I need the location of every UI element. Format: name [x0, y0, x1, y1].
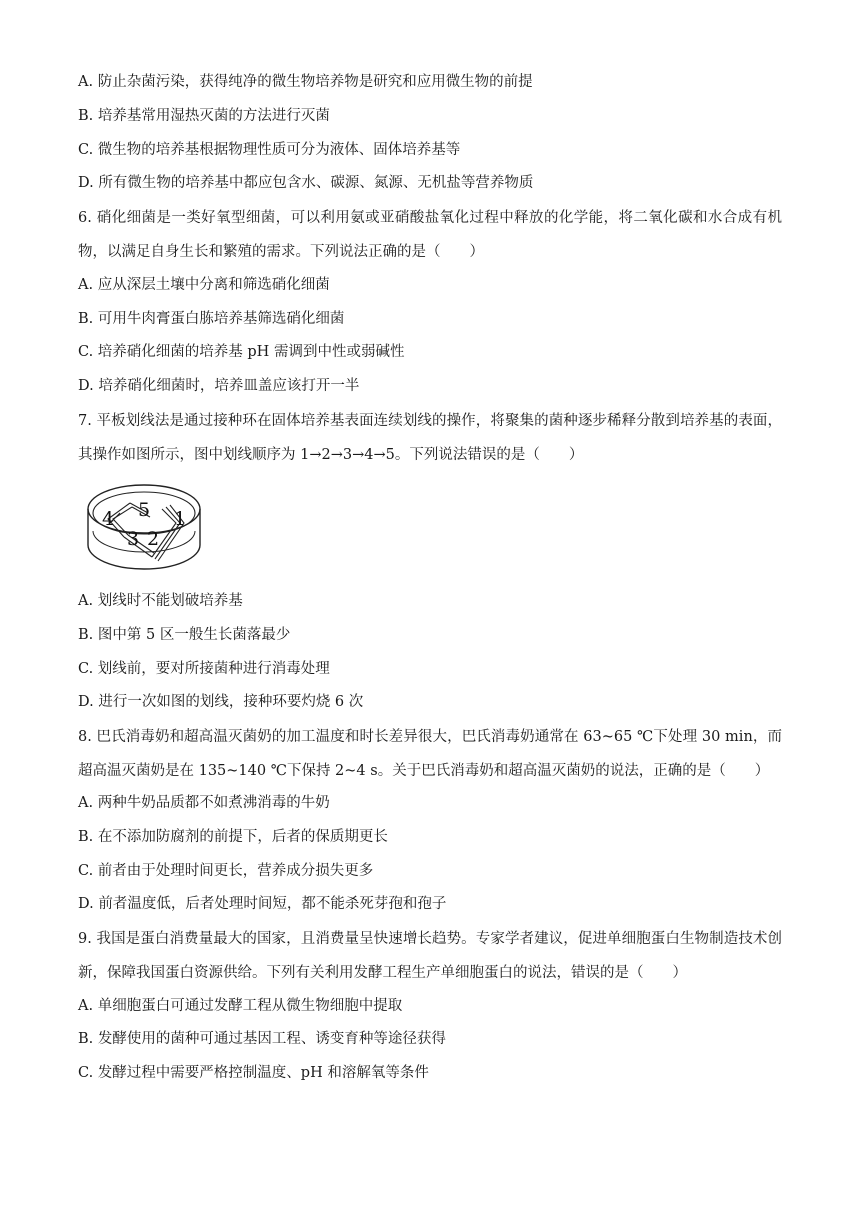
q7-stem: 7. 平板划线法是通过接种环在固体培养基表面连续划线的操作，将聚集的菌种逐步稀释分散到培养基的表面，其操作如图所示，图中划线顺序为 1→2→3→4→5。下列说法错误的是（ ）: [78, 413, 782, 463]
zone-label-2: 2: [147, 528, 160, 550]
petri-dish-diagram: [86, 483, 202, 577]
zone-label-4: 4: [102, 508, 115, 530]
q7-option-c: C. 划线前，要对所接菌种进行消毒处理: [78, 661, 330, 677]
q6-option-b: B. 可用牛肉膏蛋白胨培养基筛选硝化细菌: [78, 311, 345, 327]
q7-option-d: D. 进行一次如图的划线，接种环要灼烧 6 次: [78, 694, 364, 710]
q8-option-a: A. 两种牛奶品质都不如煮沸消毒的牛奶: [78, 795, 330, 811]
q7-option-b: B. 图中第 5 区一般生长菌落最少: [78, 627, 291, 643]
q9-option-c: C. 发酵过程中需要严格控制温度、pH 和溶解氧等条件: [78, 1065, 429, 1081]
q8-option-d: D. 前者温度低，后者处理时间短，都不能杀死芽孢和孢子: [78, 896, 447, 912]
q5-option-b: B. 培养基常用湿热灭菌的方法进行灭菌: [78, 108, 330, 124]
q9-option-b: B. 发酵使用的菌种可通过基因工程、诱变育种等途径获得: [78, 1031, 446, 1047]
q9-stem: 9. 我国是蛋白消费量最大的国家，且消费量呈快速增长趋势。专家学者建议，促进单细胞蛋白生物制造技术创新，保障我国蛋白资源供给。下列有关利用发酵工程生产单细胞蛋白的说法，错误的是（ ）: [78, 931, 782, 981]
q5-option-d: D. 所有微生物的培养基中都应包含水、碳源、氮源、无机盐等营养物质: [78, 175, 534, 191]
q8-option-c: C. 前者由于处理时间更长，营养成分损失更多: [78, 863, 374, 879]
q5-option-a: A. 防止杂菌污染，获得纯净的微生物培养物是研究和应用微生物的前提: [78, 74, 533, 90]
q5-option-c: C. 微生物的培养基根据物理性质可分为液体、固体培养基等: [78, 142, 461, 158]
q8-stem: 8. 巴氏消毒奶和超高温灭菌奶的加工温度和时长差异很大，巴氏消毒奶通常在 63~65 ℃下处理 30 min，而超高温灭菌奶是在 135~140 ℃下保持 2~4 s。关于巴氏消毒奶和超高温灭菌奶的说法，正确的是（ ）: [78, 729, 782, 779]
q7-option-a: A. 划线时不能划破培养基: [78, 593, 243, 609]
q6-option-c: C. 培养硝化细菌的培养基 pH 需调到中性或弱碱性: [78, 344, 405, 360]
q6-option-d: D. 培养硝化细菌时，培养皿盖应该打开一半: [78, 378, 360, 394]
zone-label-3: 3: [127, 528, 140, 550]
zone-label-5: 5: [138, 499, 151, 521]
q6-stem: 6. 硝化细菌是一类好氧型细菌，可以利用氨或亚硝酸盐氧化过程中释放的化学能，将二氧化碳和水合成有机物，以满足自身生长和繁殖的需求。下列说法正确的是（ ）: [78, 210, 782, 260]
zone-label-1: 1: [174, 508, 187, 530]
q9-option-a: A. 单细胞蛋白可通过发酵工程从微生物细胞中提取: [78, 998, 403, 1014]
q6-option-a: A. 应从深层土壤中分离和筛选硝化细菌: [78, 277, 330, 293]
q8-option-b: B. 在不添加防腐剂的前提下，后者的保质期更长: [78, 829, 388, 845]
streak-plate-figure: [86, 483, 202, 577]
